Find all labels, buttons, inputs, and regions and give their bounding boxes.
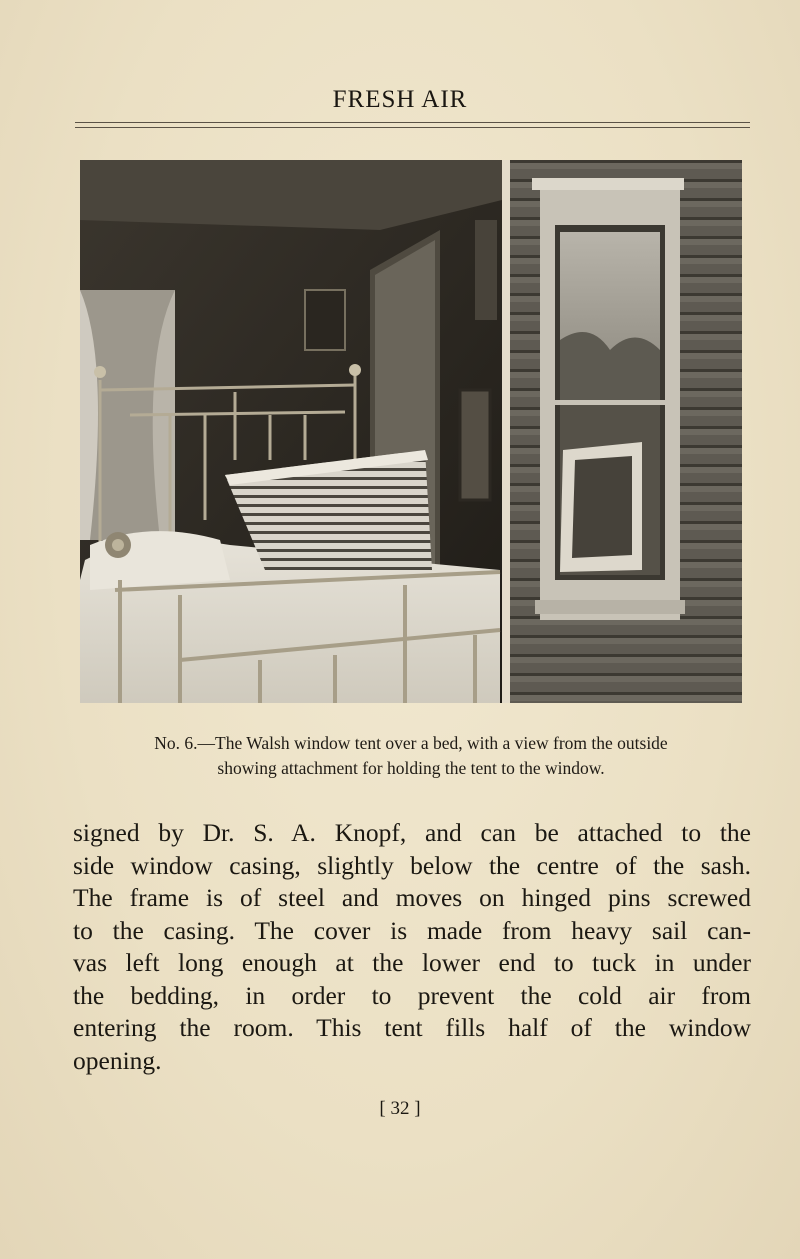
- text-line: to the casing. The cover is made from heavy sail can-: [73, 915, 751, 945]
- header-rule-top: [75, 122, 750, 123]
- exterior-window-view: [510, 160, 742, 703]
- page-number: [ 32 ]: [379, 1098, 421, 1119]
- body-paragraph: [73, 817, 751, 1077]
- text-line: The frame is of steel and moves on hinged pins screwed: [73, 883, 751, 912]
- text-line: opening.: [73, 1045, 162, 1075]
- header-rule-bottom: [75, 127, 750, 128]
- caption-line-1: No. 6.—The Walsh window tent over a bed, with a view from the outside: [154, 733, 668, 753]
- text-line: vas left long enough at the lower end to tuck in under: [73, 948, 751, 977]
- panel-divider: [502, 160, 510, 703]
- text-line: side window casing, slightly below the centre of the sash.: [73, 850, 751, 880]
- running-head: FRESH AIR: [332, 86, 468, 113]
- caption-line-2: showing attachment for holding the tent to the window.: [217, 758, 605, 778]
- photo-plate: [80, 160, 742, 703]
- bedroom-interior: [80, 160, 502, 703]
- text-line: signed by Dr. S. A. Knopf, and can be attached to the: [73, 818, 751, 847]
- text-line: the bedding, in order to prevent the cold air from: [73, 980, 751, 1010]
- text-line: entering the room. This tent fills half of the window: [73, 1013, 751, 1042]
- figure-caption: [80, 731, 742, 781]
- photo-illustration: [80, 160, 742, 703]
